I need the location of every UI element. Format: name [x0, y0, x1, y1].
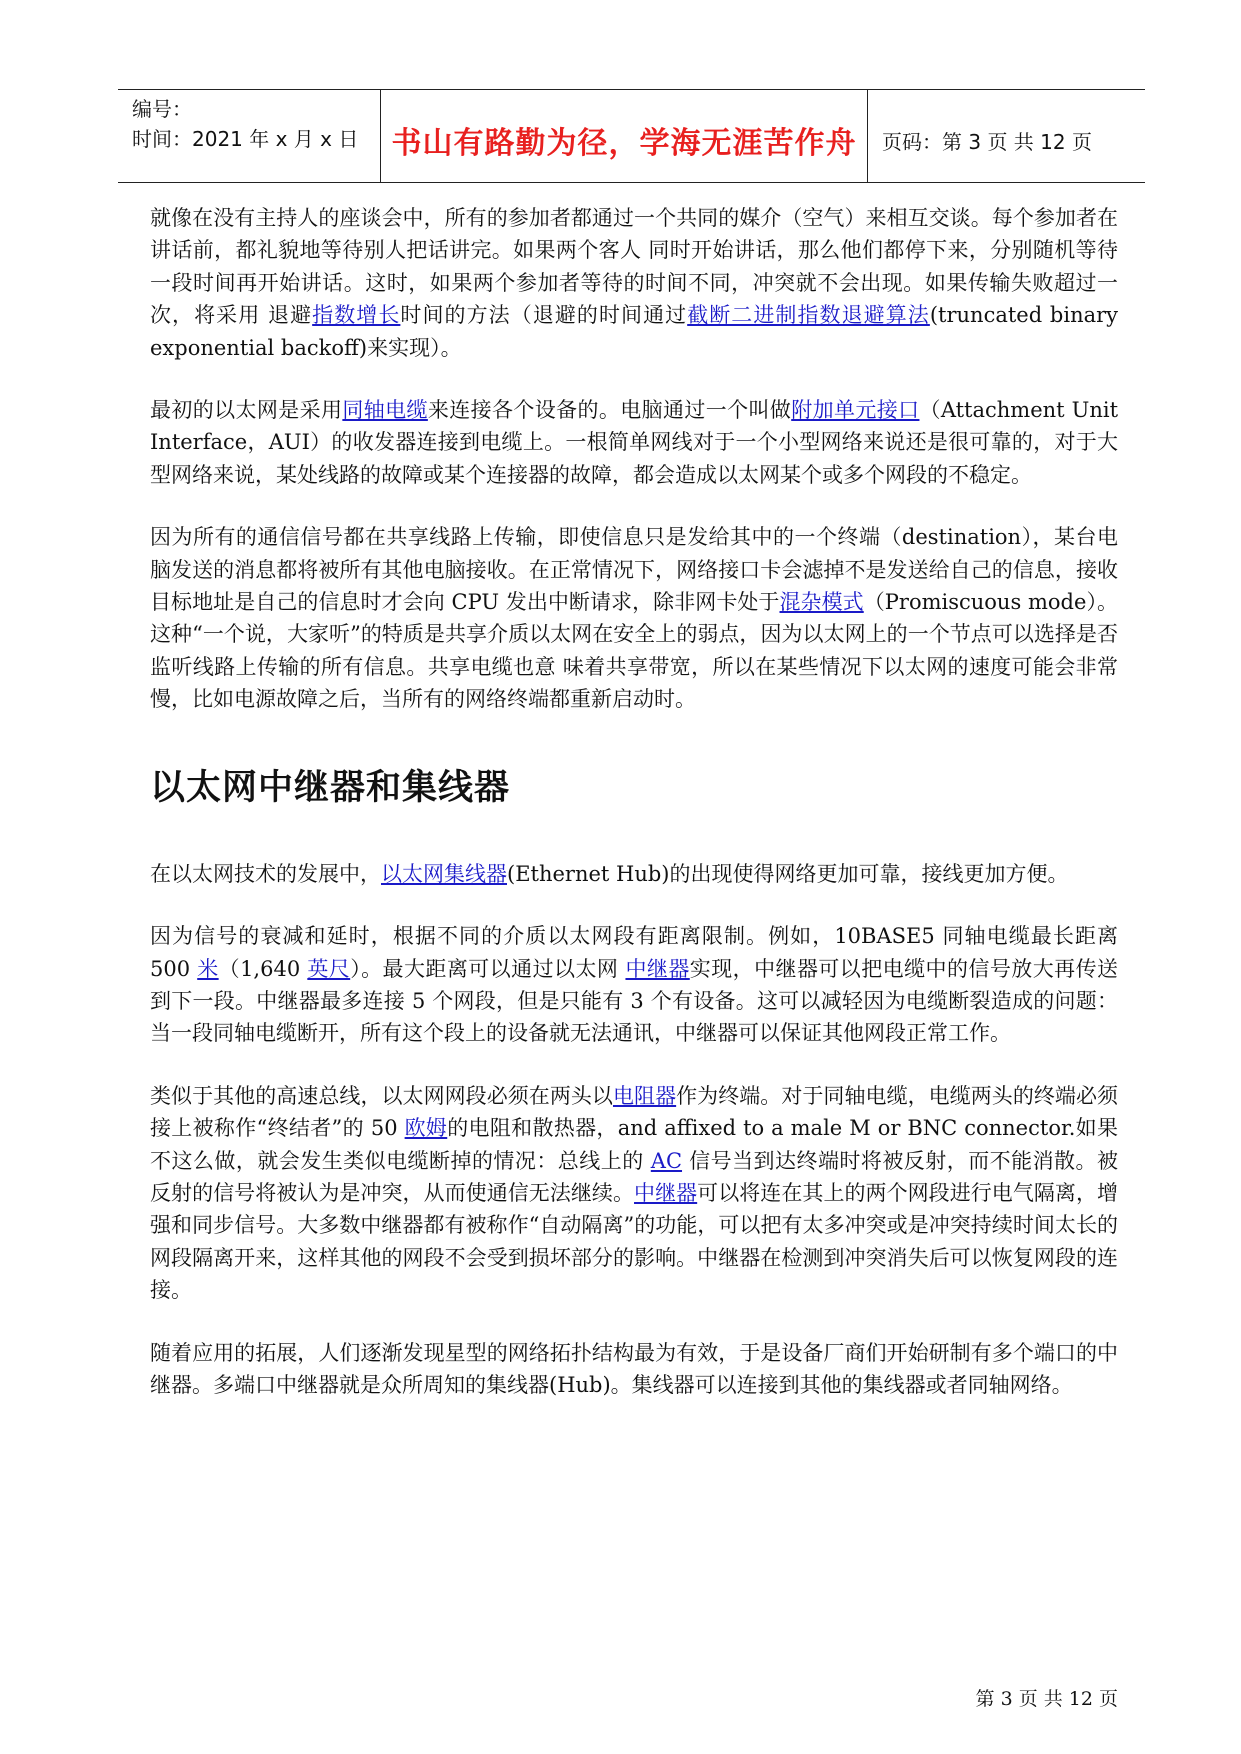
paragraph-6	[150, 1080, 1118, 1307]
link-coaxial-cable[interactable]: 同轴电缆	[342, 398, 428, 423]
text: 可以将连在其上的两个网段进行电气隔离，增强和同步信号。大多数中继器都有被称作“自动隔离”的功能，可以把有太多冲突或是冲突持续时间太长的网段隔离开来，这样其他的网段不会受到损坏部分的影响。中继器在检测到冲突消失后可以恢复网段的连接。	[150, 1180, 1119, 1303]
text: ）。最大距离可以通过以太网	[350, 956, 626, 981]
time-label: 时间：2021 年 x 月 x 日	[132, 127, 359, 151]
paragraph-2	[150, 394, 1118, 491]
link-ac[interactable]: AC	[650, 1148, 683, 1173]
link-meter[interactable]: 米	[197, 956, 219, 981]
text: 随着应用的拓展，人们逐渐发现星型的网络拓扑结构最为有效，于是设备厂商们开始研制有多个端口的中继器。多端口中继器就是众所周知的集线器(Hub)。集线器可以连接到其他的集线器或者同轴网络。	[150, 1340, 1118, 1397]
text: 的电阻和散热器，and affixed to a male M or BNC connector.如果不这么做，就会发生类似电缆断掉的情况：总线上的	[150, 1116, 1118, 1173]
paragraph-3	[150, 521, 1118, 715]
header-middle	[380, 90, 868, 182]
page-footer: 第 3 页 共 12 页	[975, 1688, 1118, 1710]
document-body	[150, 202, 1118, 1431]
text: 就像在没有主持人的座谈会中，所有的参加者都通过一个共同的媒介（空气）来相互交谈。每个参加者在讲话前，都礼貌地等待别人把话讲完。如果两个客人 同时开始讲话，那么他们都停下来，分别随机等待一段时间再开始讲话。这时，如果两个参加者等待的时间不同，冲突就不会出现。如果传输失败超过一次，将采用 退避	[150, 206, 1118, 328]
link-repeater[interactable]: 中继器	[625, 956, 690, 981]
text: 来连接各个设备的。电脑通过一个叫做	[427, 398, 792, 423]
section-heading: 以太网中继器和集线器	[150, 767, 511, 808]
link-ethernet-hub[interactable]: 以太网集线器	[381, 861, 507, 886]
text: (truncated binary exponential backoff)来实现）。	[150, 303, 1119, 360]
text: 在以太网技术的发展中，	[150, 861, 381, 886]
text: 类似于其他的高速总线，以太网网段必须在两头以	[150, 1083, 613, 1108]
paragraph-4	[150, 858, 1118, 890]
link-foot[interactable]: 英尺	[307, 956, 351, 981]
header-right	[868, 90, 1145, 182]
paragraph-7	[150, 1337, 1118, 1402]
paragraph-1	[150, 202, 1118, 364]
page-label: 页码：第 3 页 共 12 页	[882, 129, 1092, 154]
motto: 书山有路勤为径，学海无涯苦作舟	[391, 126, 857, 161]
link-resistor[interactable]: 电阻器	[612, 1083, 677, 1108]
number-label: 编号：	[132, 97, 192, 121]
link-aui[interactable]: 附加单元接口	[791, 398, 920, 423]
text: 信号当到达终端时将被反射，而不能消散。被反射的信号将被认为是冲突，从而使通信无法继续。	[150, 1148, 1118, 1205]
link-promiscuous-mode[interactable]: 混杂模式	[779, 590, 864, 615]
paragraph-5	[150, 920, 1118, 1050]
text: 作为终端。对于同轴电缆，电缆两头的终端必须接上被称作“终结者”的 50	[150, 1083, 1119, 1141]
link-ohm[interactable]: 欧姆	[404, 1116, 448, 1141]
text: 实现，中继器可以把电缆中的信号放大再传送到下一段。中继器最多连接 5 个网段，但是只能有 3 个有设备。这可以减轻因为电缆断裂造成的问题：当一段同轴电缆断开，所有这个段上的设备就无法通讯，中继器可以保证其他网段正常工作。	[150, 956, 1119, 1046]
link-repeater-2[interactable]: 中继器	[634, 1180, 698, 1205]
text: （1,640	[218, 956, 308, 981]
page-header	[118, 89, 1145, 183]
text: （Attachment Unit Interface，AUI）的收发器连接到电缆上。一根简单网线对于一个小型网络来说还是很可靠的，对于大型网络来说，某处线路的故障或某个连接器的故障，都会造成以太网某个或多个网段的不稳定。	[150, 398, 1119, 487]
text: 时间的方法（退避的时间通过	[400, 303, 688, 328]
text: 最初的以太网是采用	[150, 398, 343, 423]
text: （Promiscuous mode）。这种“一个说，大家听”的特质是共享介质以太网在安全上的弱点，因为以太网上的一个节点可以选择是否监听线路上传输的所有信息。共享电缆也意 味着共享带宽，所以在某些情况下以太网的速度可能会非常慢，比如电源故障之后，当所有的网络终端都重新启动时。	[150, 590, 1119, 712]
link-truncated-backoff[interactable]: 截断二进制指数退避算法	[687, 303, 930, 328]
text: 因为信号的衰减和延时，根据不同的介质以太网段有距离限制。例如，10BASE5 同轴电缆最长距离 500	[150, 924, 1118, 981]
text: (Ethernet Hub)的出现使得网络更加可靠，接线更加方便。	[507, 861, 1069, 886]
header-left	[118, 90, 380, 182]
text: 因为所有的通信信号都在共享线路上传输，即使信息只是发给其中的一个终端（destination），某台电脑发送的消息都将被所有其他电脑接收。在正常情况下，网络接口卡会滤掉不是发送给自己的信息，接收目标地址是自己的信息时才会向 CPU 发出中断请求，除非网卡处于	[150, 525, 1118, 615]
link-exponential-growth[interactable]: 指数增长	[312, 303, 401, 328]
